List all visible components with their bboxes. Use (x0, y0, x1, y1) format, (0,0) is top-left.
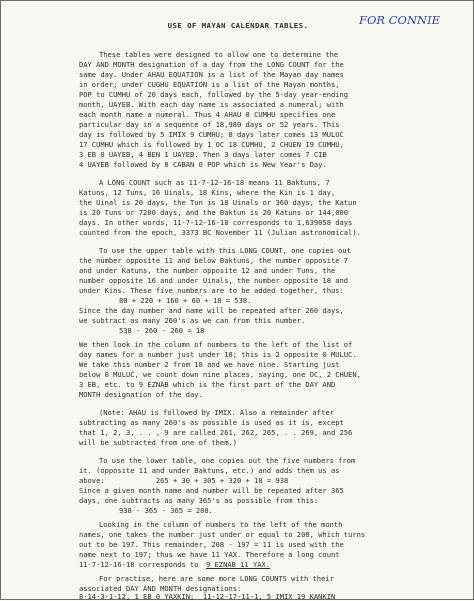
text-line: MONTH designation of the day. (79, 390, 203, 399)
note-line: subtracting as many 260's as possible is used as it is, except (79, 418, 344, 427)
equation-line: 538 - 260 - 260 = 18 (119, 326, 205, 335)
text-line: days, one subtracts as many 365's as possible from this: (79, 496, 319, 505)
text-line: For practise, here are some more LONG COUNTS with their (99, 574, 334, 583)
text-line: associated DAY AND MONTH designations: (79, 584, 242, 593)
text-line: the number opposite 11 and below Baktuns, the number opposite 7 (79, 256, 349, 265)
equation-line: 80 + 220 + 160 + 60 + 18 = 538. (119, 296, 252, 305)
document-title: USE OF MAYAN CALENDAR TABLES. (167, 21, 309, 30)
text-line: name next to 197; thus we have 11 YAX. Therefore a long count (79, 550, 340, 559)
text-line: These tables were designed to allow one to determine the (99, 50, 339, 59)
text-line: month, UAYEB. With each day name is associated a numeral; with (79, 100, 344, 109)
text-line: the Uinal is 20 days, the Tun is 18 Uinals or 360 days, the Katun (79, 198, 357, 207)
text-line: Looking in the column of numbers to the left of the month (99, 520, 343, 529)
text-line: number opposite 16 and under Uinals, the number opposite 18 and (79, 276, 349, 285)
text-line: it. (opposite 11 and under Baktuns, etc.) and adds them us as (79, 466, 340, 475)
text-line: To use the lower table, one copies out the five numbers from (99, 456, 356, 465)
text-line: under Kins. These five numbers are to be added together, thus: (79, 286, 344, 295)
note-line: will be subtracted from one of them.) (79, 438, 238, 447)
text-line: and under Katuns, the number opposite 12 and under Tuns, the (79, 266, 336, 275)
text-line: To use the upper table with this LONG COUNT, one copies out (99, 246, 351, 255)
text-line: We take this number 2 from 18 and we have nine. Starting just (79, 360, 340, 369)
text-line: 11-7-12-16-18 corresponds to (79, 560, 199, 569)
text-line: is 20 Tuns or 7200 days, and the Baktun is 20 Katuns or 144,000 (79, 208, 349, 217)
text-line: DAY AND MONTH designation of a day from the LONG COUNT for the (79, 60, 344, 69)
text-line: day is followed by 5 IMIX 9 CUMHU; 8 days later comes 13 MULUC (79, 130, 344, 139)
text-line: Katuns, 12 Tuns, 16 Uinals, 18 Kins, where the Kin is 1 day, (79, 188, 336, 197)
text-line: names, one takes the number just under or equal to 208, which turns (79, 530, 366, 539)
text-line: days. In other words, 11-7-12-16-18 corresponds to 1,639058 days (79, 218, 353, 227)
text-line: day names for a number just under 18; this is 2 opposite 0 MULUC. (79, 350, 357, 359)
text-line: in order; under CUGHU EQUATION is a list of the Mayan months, (79, 80, 340, 89)
note-line: that 1, 2, 3, . . , 9 are called 261, 262, 265, . . 269, and 256 (79, 428, 353, 437)
text-line: A LONG COUNT such as 11-7-12-16-18 means 11 Baktuns, 7 (99, 178, 330, 187)
text-line: We then look in the column of numbers to the left of the list of (79, 340, 353, 349)
equation-line: above: 265 + 30 + 305 + 320 + 18 = 938 (79, 476, 289, 485)
text-line: Since the day number and name will be repeated after 260 days, (79, 306, 344, 315)
text-line: POP to CUMHU of 20 days each, followed by the 5-day year-ending (79, 90, 349, 99)
text-line: 17 CUMHU which is followed by 1 OC 18 CUMHU, 2 CHUEN 19 CUMHU, (79, 140, 344, 149)
text-line: Since a given month name and number will be repeated after 365 (79, 486, 344, 495)
text-line: 4 UAYEB followed by 8 CABAN 0 POP which is New Year's Day. (79, 160, 327, 169)
handwritten-note: FOR CONNIE (359, 13, 441, 27)
text-line: particular day in a sequence of 18,980 days or 52 years. This (79, 120, 340, 129)
text-line: counted from the epoch, 3373 BC November 11 (Julian astronomical). (79, 228, 361, 237)
note-line: (Note: AHAU is followed by IMIX. Also a remainder after (99, 408, 334, 417)
text-line: out to be 197. This remainder, 208 - 197 = 11 is used with the (79, 540, 344, 549)
result-line: 9 EZNAB 11 YAX. (206, 560, 271, 569)
text-line: 3 EB 0 UAYEB, 4 BEN 1 UAYEB. Then 3 days later comes 7 CIB (79, 150, 327, 159)
text-line: same day. Under AHAU EQUATION is a list of the Mayan day names (79, 70, 344, 79)
text-line: below 0 MULUC, we count down nine places, saying, one OC, 2 CHUEN, (79, 370, 361, 379)
text-line: we subtract as many 260's as we can from this number. (79, 316, 306, 325)
text-line: each month name a numeral. Thus 4 AHAU 8 CUMHU specifies one (79, 110, 336, 119)
text-line: 8-14-3-1-12, 1 EB 0 YAXKIN; 11-12-17-11-1, 5 IMIX 19 KANKIN (79, 592, 336, 601)
equation-line: 938 - 365 - 365 = 208. (119, 506, 213, 515)
text-line: 3 EB, etc. to 9 EZNAB which is the first part of the DAY AND (79, 380, 336, 389)
